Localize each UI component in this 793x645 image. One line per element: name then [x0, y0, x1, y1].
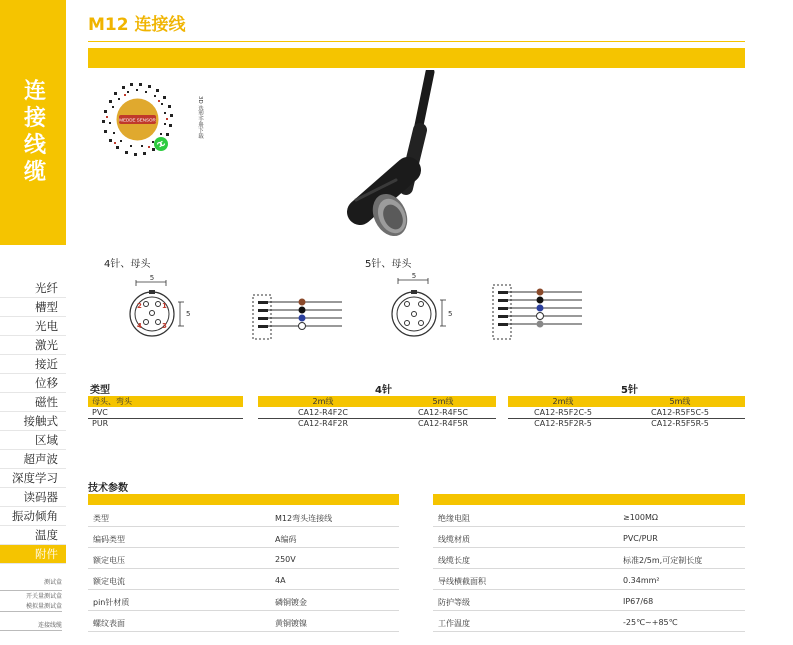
tech-value: -25℃~+85℃: [623, 618, 678, 627]
title-band: [88, 48, 745, 68]
pin5-col-5m: 5m线: [669, 397, 691, 406]
row-p4-2m: CA12-R4F2C: [297, 408, 349, 417]
tech-row: [88, 569, 399, 590]
tech-value: IP67/68: [623, 597, 654, 606]
tech-row: [88, 527, 399, 548]
row-p4-5m: CA12-R4F5R: [417, 419, 469, 428]
pin5-length-bar: [508, 396, 745, 407]
tech-key: 类型: [93, 514, 109, 523]
tech-value: M12弯头连接线: [275, 514, 333, 523]
row-p5-2m: CA12-R5F2R-5: [534, 419, 592, 428]
tech-row: [433, 548, 745, 569]
tech-value: 0.34mm²: [623, 576, 660, 585]
svg-text:4: 4: [137, 322, 142, 330]
type-header: 类型: [90, 385, 110, 396]
tech-key: 线缆长度: [438, 556, 470, 565]
tech-key: 工作温度: [438, 619, 470, 628]
pin5-dim-side: 5: [448, 310, 453, 318]
sidebar-item-temperature[interactable]: 温度: [0, 526, 66, 545]
tech-row: [88, 611, 399, 632]
tech-title: 技术参数: [88, 483, 128, 494]
sidebar-item-code-reader[interactable]: 读码器: [0, 488, 66, 507]
sub-item-switch-test-box[interactable]: 开关量测试盒: [0, 590, 62, 601]
tech-row: [88, 590, 399, 611]
sidebar-sub-menu: [0, 577, 66, 631]
pin4-col-2m: 2m线: [312, 397, 334, 406]
pin4-label: 4针、母头: [104, 259, 151, 270]
sidebar-item-slot[interactable]: 槽型: [0, 298, 66, 317]
row-type: PUR: [92, 419, 109, 428]
qr-logo-text: MEDDE SENSOR: [119, 117, 156, 123]
table-row: [88, 419, 745, 429]
sidebar-item-accessories[interactable]: 附件: [0, 545, 66, 564]
tech-right-bar: [433, 494, 745, 505]
pin4-length-bar: [258, 396, 496, 407]
pin4-dim-top: 5: [149, 274, 155, 282]
pin4-col-5m: 5m线: [432, 397, 454, 406]
sub-item-analog-test-box[interactable]: 模拟量测试盒: [0, 601, 62, 612]
pin5-col-2m: 2m线: [552, 397, 574, 406]
pin4-face-diagram: [120, 272, 200, 344]
tech-value: 磷铜镀金: [275, 598, 307, 607]
tech-value: A编码: [275, 535, 297, 544]
pin4-wiring-diagram: [252, 294, 344, 340]
type-subheader: 母头、弯头: [88, 396, 243, 407]
pin4-header: 4针: [375, 385, 392, 396]
pin5-dim-top: 5: [411, 272, 417, 280]
sidebar-title: 连接线缆: [23, 79, 46, 185]
pin5-wiring-diagram: [492, 284, 584, 340]
tech-key: 额定电压: [93, 556, 125, 565]
tech-row: [433, 527, 745, 548]
table-row: [88, 408, 745, 418]
sidebar-item-laser[interactable]: 激光: [0, 336, 66, 355]
pin5-header: 5针: [621, 385, 638, 396]
row-p5-5m: CA12-R5F5C-5: [650, 408, 710, 417]
row-p4-5m: CA12-R4F5C: [417, 408, 469, 417]
tech-value: 标准2/5m,可定制长度: [623, 556, 703, 565]
sub-item-test-box[interactable]: 测试盒: [43, 579, 62, 586]
svg-text:2: 2: [137, 302, 142, 310]
tech-row: [433, 569, 745, 590]
tech-key: 绝缘电阻: [438, 514, 470, 523]
qr-code[interactable]: [94, 76, 181, 163]
sidebar-item-proximity[interactable]: 接近: [0, 355, 66, 374]
row-p5-2m: CA12-R5F2C-5: [533, 408, 593, 417]
title-divider: [88, 41, 745, 42]
tech-key: pin针材质: [93, 598, 130, 607]
sidebar-item-ultrasonic[interactable]: 超声波: [0, 450, 66, 469]
pin5-label: 5针、母头: [365, 259, 412, 270]
tech-row: [88, 506, 399, 527]
row-p4-2m: CA12-R4F2R: [297, 419, 349, 428]
sub-item-cables[interactable]: 连接线缆: [0, 620, 62, 631]
sidebar-item-contact[interactable]: 接触式: [0, 412, 66, 431]
tech-value: 250V: [275, 555, 296, 564]
sidebar-item-area[interactable]: 区域: [0, 431, 66, 450]
svg-text:1: 1: [162, 302, 167, 310]
tech-key: 编码类型: [93, 535, 125, 544]
sidebar-item-photoelectric[interactable]: 光电: [0, 317, 66, 336]
row-p5-5m: CA12-R5F5R-5: [651, 419, 709, 428]
pin4-dim-side: 5: [186, 310, 191, 318]
tech-row: [433, 611, 745, 632]
tech-key: 额定电流: [93, 577, 125, 586]
sidebar-item-magnetic[interactable]: 磁性: [0, 393, 66, 412]
row-type: PVC: [92, 408, 108, 417]
sidebar-item-displacement[interactable]: 位移: [0, 374, 66, 393]
tech-left-bar: [88, 494, 399, 505]
tech-value: PVC/PUR: [623, 534, 658, 543]
tech-key: 导线横截面积: [438, 577, 486, 586]
tech-row: [88, 548, 399, 569]
pin5-face-diagram: [382, 270, 462, 344]
sidebar-item-vibration[interactable]: 振动倾角: [0, 507, 66, 526]
qr-caption: 3D 选型手册下载: [197, 96, 203, 139]
tech-value: ≥100MΩ: [623, 513, 658, 522]
page-title: M12 连接线: [88, 15, 186, 35]
tech-row: [433, 506, 745, 527]
sidebar-item-fiber[interactable]: 光纤: [0, 279, 66, 298]
product-image: [320, 70, 450, 240]
sidebar-menu: [0, 279, 66, 564]
tech-key: 防护等级: [438, 598, 470, 607]
tech-value: 4A: [275, 576, 286, 585]
tech-key: 线缆材质: [438, 535, 470, 544]
tech-key: 螺纹表面: [93, 619, 125, 628]
tech-row: [433, 590, 745, 611]
tech-value: 黄铜镀镍: [275, 619, 307, 628]
svg-text:3: 3: [162, 322, 167, 330]
sidebar-item-deep-learning[interactable]: 深度学习: [0, 469, 66, 488]
